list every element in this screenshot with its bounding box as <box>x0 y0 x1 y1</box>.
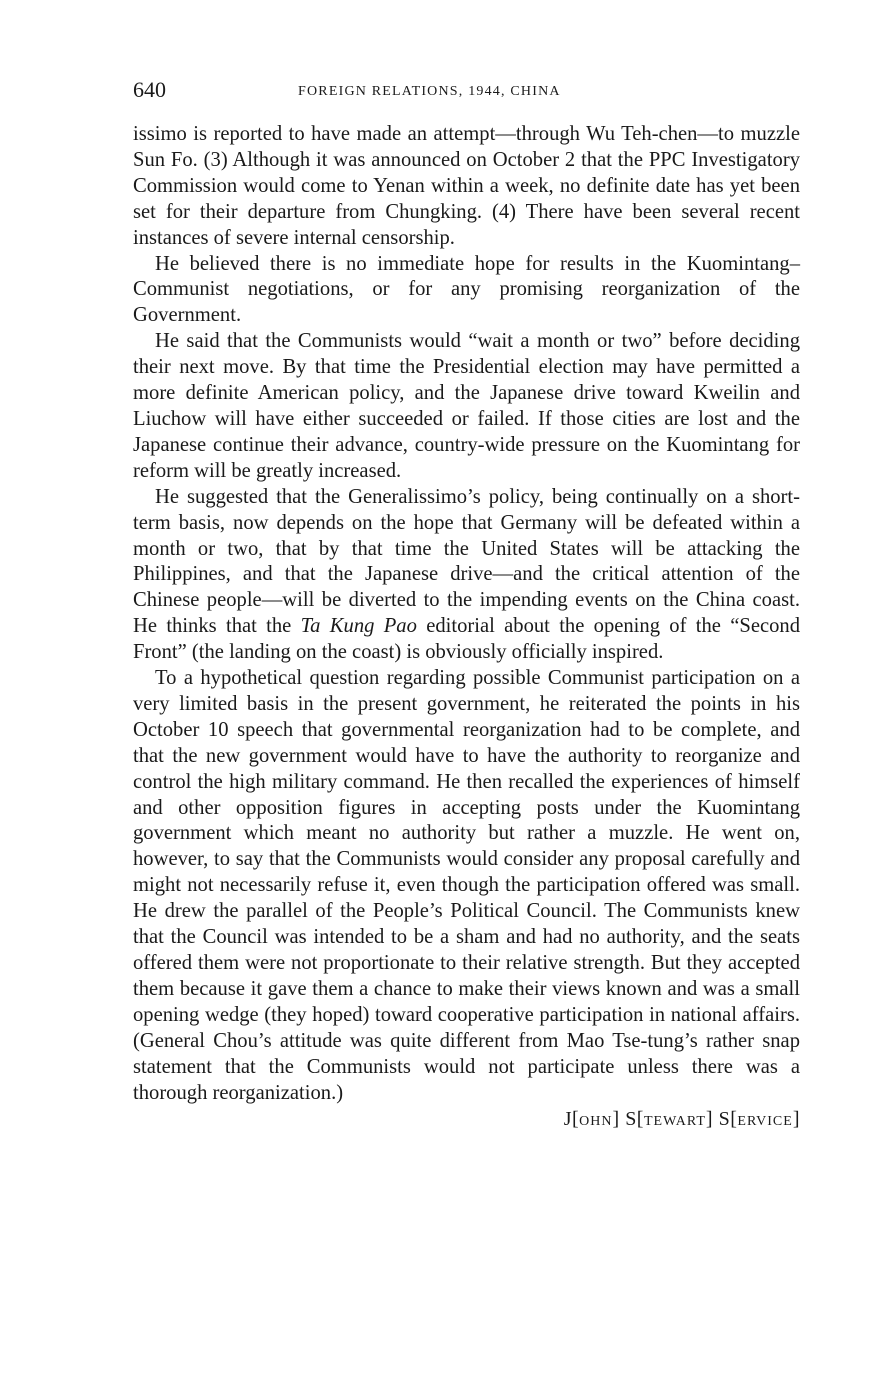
paragraph-text: To a hypothetical question regarding possible Communist participation on a very limited basis in the present government, he reiterated the points in his October 10 speech that governmental reorganization had to be complete, and that the new government would have to have the authority to reorganize and control the high military command. He then recalled the experiences of himself and other opposition figures in accepting posts under the Kuomintang government which meant no authority but rather a muzzle. He went on, however, to say that the Communists would consider any proposal carefully and might not necessarily refuse it, even though the participation offered was small. He drew the parallel of the People’s Political Council. The Communists knew that the Council was intended to be a sham and had no authority, and the seats offered them were not proportionate to their relative strength. But they accepted them because it gave them a chance to make their views known and was a small opening wedge (they hoped) toward cooperative participation in national affairs. (General Chou’s attitude was quite different from Mao Tse-tung’s rather snap statement that the Communists would not participate unless there was a thorough reorganization.) <box>133 667 800 1104</box>
signature-small-caps: OHN <box>579 1114 613 1130</box>
signature-small-caps: ERVICE <box>737 1114 793 1130</box>
signature-part: ] <box>705 1108 719 1131</box>
signature <box>133 1106 800 1135</box>
signature-part: ] <box>612 1108 626 1131</box>
paragraph-3 <box>133 329 800 484</box>
page-number: 640 <box>133 77 166 102</box>
paragraph-4 <box>133 485 800 666</box>
paragraph-text: He suggested that the Generalissimo’s policy, being continually on a short-term basis, now depends on the hope that Germany will be defeated within a month or two, that by that time the United States will be attacking the Philippines, and that the Japanese drive—and the critical attention of the Chinese people—will be diverted to the impending events on the China coast. He thinks that the <box>133 485 800 638</box>
running-head-title: FOREIGN RELATIONS, 1944, CHINA <box>298 84 561 99</box>
signature-part: ] <box>792 1108 800 1131</box>
signature-part: S[ <box>625 1108 644 1131</box>
signature-small-caps: TEWART <box>643 1114 706 1130</box>
document-page <box>133 76 800 1135</box>
paragraph-text: issimo is reported to have made an attempt—through Wu Teh-chen—to muzzle Sun Fo. (3) Although it was announced on October 2 that the PPC Investigatory Commission would come to Yenan within a week, no definite date has yet been set for their departure from Chungking. (4) There have been several recent instances of severe internal censorship. <box>133 123 800 249</box>
newspaper-title: Ta Kung Pao <box>300 615 417 638</box>
paragraph-5 <box>133 666 800 1106</box>
paragraph-text: He said that the Communists would “wait a month or two” before deciding their next move. By that time the Presidential election may have permitted a more definite American policy, and the Japanese drive toward Kweilin and Liuchow will have either succeeded or failed. If those cities are lost and the Japanese continue their advance, country-wide pressure on the Kuomintang for reform will be greatly increased. <box>133 330 800 482</box>
body-text <box>133 122 800 1106</box>
paragraph-2 <box>133 252 800 330</box>
signature-part: J[ <box>563 1108 580 1131</box>
running-head <box>133 76 800 106</box>
signature-part: S[ <box>718 1108 738 1131</box>
paragraph-text: editorial about the opening of the “Second Front” (the landing on the coast) is obviously officially inspired. <box>133 615 800 664</box>
paragraph-1 <box>133 122 800 252</box>
paragraph-text: He believed there is no immediate hope for results in the Kuomintang–Communist negotiations, or for any promising reorganization of the Government. <box>133 252 800 327</box>
